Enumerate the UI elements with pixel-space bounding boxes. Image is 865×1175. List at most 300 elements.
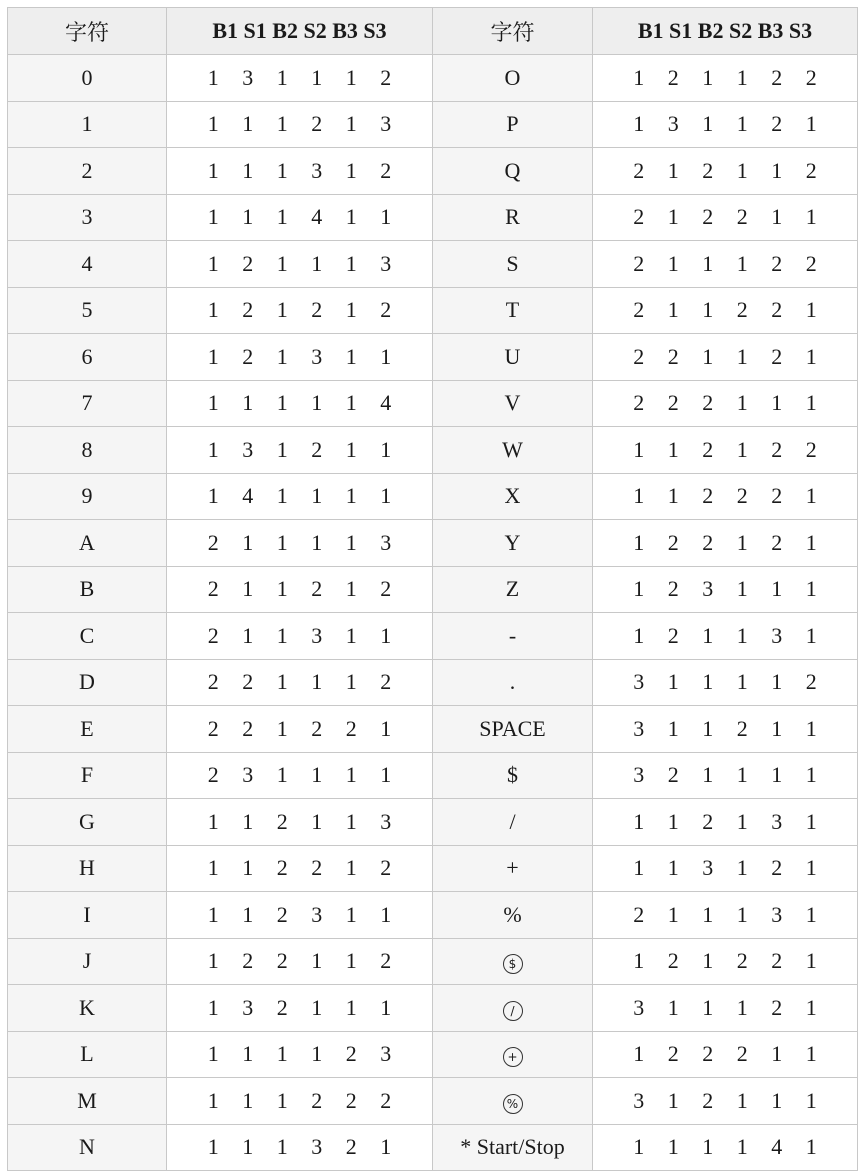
width-digits xyxy=(622,669,829,695)
code-cell-right xyxy=(593,473,858,520)
width-digits xyxy=(196,65,403,91)
width-digit: 1 xyxy=(207,1087,219,1113)
width-digit: 1 xyxy=(276,204,288,230)
width-digit: 1 xyxy=(345,948,357,974)
header-code-right: B1 S1 B2 S2 B3 S3 xyxy=(593,8,858,55)
code-cell-left xyxy=(167,706,433,753)
code-cell-left xyxy=(167,938,433,985)
width-digit: 1 xyxy=(242,1041,254,1067)
width-digit: 1 xyxy=(667,297,679,323)
circled-symbol: / xyxy=(503,1001,523,1021)
width-digit: 1 xyxy=(311,808,323,834)
char-cell-left: 9 xyxy=(8,473,167,520)
width-digit: 2 xyxy=(771,436,783,462)
width-digit: 1 xyxy=(311,483,323,509)
code-cell-right xyxy=(593,845,858,892)
code39-table-container xyxy=(7,7,858,1171)
width-digit: 1 xyxy=(207,64,219,90)
code-cell-right xyxy=(593,752,858,799)
width-digit: 2 xyxy=(771,111,783,137)
width-digit: 1 xyxy=(667,436,679,462)
code-cell-right xyxy=(593,194,858,241)
width-digit: 3 xyxy=(771,808,783,834)
width-digit: 2 xyxy=(771,855,783,881)
width-digit: 1 xyxy=(736,855,748,881)
code-cell-right xyxy=(593,1031,858,1078)
char-cell-right: / xyxy=(433,799,593,846)
width-digit: 3 xyxy=(633,994,645,1020)
char-cell-right: S xyxy=(433,241,593,288)
width-digit: 2 xyxy=(771,250,783,276)
width-digit: 2 xyxy=(276,855,288,881)
width-digits xyxy=(622,1041,829,1067)
width-digit: 2 xyxy=(667,576,679,602)
width-digit: 1 xyxy=(736,250,748,276)
code-cell-left xyxy=(167,473,433,520)
width-digit: 1 xyxy=(771,390,783,416)
char-cell-left: G xyxy=(8,799,167,846)
width-digit: 2 xyxy=(276,901,288,927)
width-digit: 1 xyxy=(311,994,323,1020)
width-digit: 3 xyxy=(380,529,392,555)
width-digit: 1 xyxy=(242,1087,254,1113)
width-digit: 2 xyxy=(633,157,645,183)
width-digit: 1 xyxy=(805,1134,817,1160)
width-digits xyxy=(622,623,829,649)
table-row xyxy=(8,938,858,985)
width-digit: 1 xyxy=(276,669,288,695)
code-cell-right xyxy=(593,985,858,1032)
width-digit: 1 xyxy=(771,1041,783,1067)
width-digits xyxy=(196,809,403,835)
circled-symbol: $ xyxy=(503,954,523,974)
width-digit: 1 xyxy=(702,762,714,788)
width-digit: 1 xyxy=(242,808,254,834)
width-digits xyxy=(622,297,829,323)
width-digit: 1 xyxy=(242,390,254,416)
width-digit: 1 xyxy=(311,669,323,695)
width-digit: 3 xyxy=(242,994,254,1020)
table-row xyxy=(8,892,858,939)
width-digit: 1 xyxy=(771,204,783,230)
width-digit: 1 xyxy=(805,808,817,834)
width-digit: 1 xyxy=(805,483,817,509)
char-cell-right: $ xyxy=(433,752,593,799)
width-digit: 1 xyxy=(276,529,288,555)
table-row xyxy=(8,1124,858,1171)
width-digit: 1 xyxy=(667,250,679,276)
width-digit: 1 xyxy=(380,483,392,509)
width-digit: 1 xyxy=(805,1087,817,1113)
width-digit: 2 xyxy=(805,669,817,695)
width-digit: 1 xyxy=(345,436,357,462)
width-digits xyxy=(622,716,829,742)
code-cell-right xyxy=(593,1124,858,1171)
width-digit: 1 xyxy=(736,64,748,90)
width-digit: 2 xyxy=(702,808,714,834)
width-digits xyxy=(622,762,829,788)
width-digit: 1 xyxy=(345,390,357,416)
table-row xyxy=(8,706,858,753)
width-digits xyxy=(196,902,403,928)
width-digit: 2 xyxy=(242,669,254,695)
width-digit: 1 xyxy=(667,808,679,834)
width-digit: 2 xyxy=(702,483,714,509)
width-digit: 3 xyxy=(702,576,714,602)
width-digit: 2 xyxy=(311,1087,323,1113)
code-cell-left xyxy=(167,101,433,148)
width-digit: 1 xyxy=(633,622,645,648)
width-digit: 1 xyxy=(702,715,714,741)
width-digit: 1 xyxy=(667,204,679,230)
width-digit: 2 xyxy=(380,669,392,695)
table-row xyxy=(8,380,858,427)
width-digit: 1 xyxy=(702,669,714,695)
code-cell-right xyxy=(593,380,858,427)
width-digit: 1 xyxy=(736,343,748,369)
char-cell-right xyxy=(433,1031,593,1078)
width-digit: 2 xyxy=(380,157,392,183)
circled-symbol: % xyxy=(503,1094,523,1114)
width-digit: 2 xyxy=(380,64,392,90)
char-cell-left: J xyxy=(8,938,167,985)
width-digit: 1 xyxy=(805,948,817,974)
width-digit: 2 xyxy=(805,436,817,462)
width-digits xyxy=(622,344,829,370)
width-digit: 1 xyxy=(633,483,645,509)
width-digit: 1 xyxy=(380,715,392,741)
char-cell-left: C xyxy=(8,613,167,660)
width-digit: 2 xyxy=(242,297,254,323)
code-cell-left xyxy=(167,148,433,195)
width-digits xyxy=(622,1088,829,1114)
width-digit: 1 xyxy=(380,343,392,369)
width-digit: 2 xyxy=(276,948,288,974)
width-digit: 1 xyxy=(345,483,357,509)
width-digit: 1 xyxy=(311,529,323,555)
width-digits xyxy=(196,530,403,556)
code-cell-right xyxy=(593,1078,858,1125)
width-digit: 1 xyxy=(667,483,679,509)
width-digit: 1 xyxy=(207,436,219,462)
width-digit: 1 xyxy=(736,436,748,462)
width-digit: 3 xyxy=(771,622,783,648)
width-digit: 1 xyxy=(805,576,817,602)
width-digits xyxy=(196,483,403,509)
width-digit: 1 xyxy=(736,669,748,695)
width-digit: 2 xyxy=(311,111,323,137)
width-digit: 2 xyxy=(633,250,645,276)
width-digit: 1 xyxy=(736,901,748,927)
width-digits xyxy=(622,995,829,1021)
width-digit: 4 xyxy=(242,483,254,509)
char-cell-right: Z xyxy=(433,566,593,613)
width-digit: 2 xyxy=(380,948,392,974)
char-cell-left: L xyxy=(8,1031,167,1078)
width-digit: 1 xyxy=(702,948,714,974)
width-digit: 1 xyxy=(702,343,714,369)
code-cell-right xyxy=(593,287,858,334)
width-digit: 2 xyxy=(633,390,645,416)
char-cell-left: H xyxy=(8,845,167,892)
width-digits xyxy=(196,437,403,463)
width-digit: 2 xyxy=(667,1041,679,1067)
code-cell-left xyxy=(167,659,433,706)
width-digit: 1 xyxy=(345,529,357,555)
width-digit: 1 xyxy=(276,436,288,462)
code-cell-left xyxy=(167,287,433,334)
width-digit: 2 xyxy=(771,297,783,323)
table-row xyxy=(8,799,858,846)
width-digit: 1 xyxy=(345,297,357,323)
width-digit: 1 xyxy=(702,901,714,927)
char-cell-right: % xyxy=(433,892,593,939)
width-digit: 1 xyxy=(380,622,392,648)
width-digits xyxy=(622,576,829,602)
code-cell-left xyxy=(167,334,433,381)
code-cell-left xyxy=(167,985,433,1032)
width-digit: 1 xyxy=(805,297,817,323)
width-digit: 1 xyxy=(276,483,288,509)
width-digit: 1 xyxy=(207,111,219,137)
width-digit: 1 xyxy=(805,762,817,788)
width-digit: 1 xyxy=(771,157,783,183)
width-digit: 1 xyxy=(345,762,357,788)
width-digits xyxy=(196,390,403,416)
code-cell-left xyxy=(167,566,433,613)
code-cell-left xyxy=(167,1124,433,1171)
width-digit: 1 xyxy=(207,157,219,183)
char-cell-left: B xyxy=(8,566,167,613)
table-row xyxy=(8,55,858,102)
code-cell-left xyxy=(167,845,433,892)
width-digit: 1 xyxy=(633,1041,645,1067)
width-digit: 2 xyxy=(667,64,679,90)
char-cell-right: R xyxy=(433,194,593,241)
width-digit: 1 xyxy=(736,762,748,788)
char-cell-left: N xyxy=(8,1124,167,1171)
width-digit: 1 xyxy=(805,529,817,555)
width-digit: 3 xyxy=(311,157,323,183)
width-digit: 1 xyxy=(633,529,645,555)
width-digit: 1 xyxy=(771,715,783,741)
width-digit: 1 xyxy=(207,343,219,369)
width-digit: 2 xyxy=(207,576,219,602)
width-digit: 3 xyxy=(633,1087,645,1113)
width-digit: 2 xyxy=(207,762,219,788)
width-digit: 2 xyxy=(633,901,645,927)
width-digit: 1 xyxy=(633,1134,645,1160)
width-digit: 1 xyxy=(242,1134,254,1160)
width-digit: 2 xyxy=(380,297,392,323)
width-digit: 1 xyxy=(345,855,357,881)
width-digit: 1 xyxy=(736,157,748,183)
width-digit: 2 xyxy=(702,529,714,555)
width-digit: 3 xyxy=(771,901,783,927)
table-row xyxy=(8,845,858,892)
width-digit: 1 xyxy=(702,994,714,1020)
width-digit: 2 xyxy=(736,204,748,230)
header-char-right: 字符 xyxy=(433,8,593,55)
table-row xyxy=(8,101,858,148)
char-cell-right xyxy=(433,938,593,985)
char-cell-left: 4 xyxy=(8,241,167,288)
width-digit: 1 xyxy=(805,111,817,137)
width-digit: 1 xyxy=(242,529,254,555)
width-digits xyxy=(622,65,829,91)
width-digit: 1 xyxy=(633,576,645,602)
width-digit: 1 xyxy=(345,204,357,230)
width-digits xyxy=(196,344,403,370)
width-digit: 1 xyxy=(242,157,254,183)
width-digit: 1 xyxy=(805,855,817,881)
width-digit: 2 xyxy=(633,204,645,230)
width-digit: 1 xyxy=(207,250,219,276)
width-digits xyxy=(622,111,829,137)
char-cell-left: K xyxy=(8,985,167,1032)
width-digit: 1 xyxy=(702,250,714,276)
width-digit: 1 xyxy=(805,622,817,648)
width-digit: 1 xyxy=(380,901,392,927)
width-digit: 1 xyxy=(667,994,679,1020)
width-digit: 2 xyxy=(311,297,323,323)
table-body xyxy=(8,55,858,1171)
code-cell-right xyxy=(593,799,858,846)
width-digit: 2 xyxy=(805,250,817,276)
width-digit: 2 xyxy=(736,483,748,509)
char-cell-left: 3 xyxy=(8,194,167,241)
width-digit: 1 xyxy=(667,901,679,927)
char-cell-right: Q xyxy=(433,148,593,195)
width-digit: 1 xyxy=(242,901,254,927)
width-digit: 3 xyxy=(667,111,679,137)
char-cell-right xyxy=(433,1078,593,1125)
width-digit: 1 xyxy=(702,1134,714,1160)
width-digit: 1 xyxy=(736,622,748,648)
width-digits xyxy=(196,204,403,230)
width-digit: 1 xyxy=(345,576,357,602)
header-char-left: 字符 xyxy=(8,8,167,55)
width-digit: 1 xyxy=(667,715,679,741)
width-digits xyxy=(622,390,829,416)
code-cell-left xyxy=(167,752,433,799)
width-digit: 4 xyxy=(311,204,323,230)
width-digit: 1 xyxy=(276,343,288,369)
code-cell-right xyxy=(593,148,858,195)
width-digit: 1 xyxy=(736,390,748,416)
width-digit: 1 xyxy=(207,855,219,881)
code-cell-left xyxy=(167,380,433,427)
char-cell-right: T xyxy=(433,287,593,334)
table-row xyxy=(8,148,858,195)
width-digit: 1 xyxy=(380,994,392,1020)
code-cell-right xyxy=(593,101,858,148)
width-digit: 1 xyxy=(311,762,323,788)
width-digit: 2 xyxy=(667,529,679,555)
width-digit: 1 xyxy=(805,994,817,1020)
width-digit: 3 xyxy=(633,715,645,741)
width-digit: 1 xyxy=(736,111,748,137)
width-digit: 1 xyxy=(276,622,288,648)
width-digit: 1 xyxy=(276,250,288,276)
char-cell-left: D xyxy=(8,659,167,706)
width-digit: 1 xyxy=(345,343,357,369)
width-digit: 1 xyxy=(633,808,645,834)
width-digit: 1 xyxy=(276,1041,288,1067)
width-digit: 1 xyxy=(771,1087,783,1113)
width-digit: 2 xyxy=(736,715,748,741)
char-cell-right: O xyxy=(433,55,593,102)
char-cell-left: E xyxy=(8,706,167,753)
width-digit: 1 xyxy=(207,297,219,323)
width-digit: 1 xyxy=(242,204,254,230)
width-digit: 1 xyxy=(345,157,357,183)
table-row xyxy=(8,427,858,474)
char-cell-left: 1 xyxy=(8,101,167,148)
code-cell-left xyxy=(167,194,433,241)
code-cell-right xyxy=(593,706,858,753)
width-digit: 1 xyxy=(771,576,783,602)
width-digits xyxy=(622,204,829,230)
width-digit: 2 xyxy=(207,622,219,648)
width-digit: 1 xyxy=(311,1041,323,1067)
width-digit: 1 xyxy=(736,1134,748,1160)
width-digit: 3 xyxy=(311,622,323,648)
char-cell-right: P xyxy=(433,101,593,148)
char-cell-right: W xyxy=(433,427,593,474)
width-digit: 1 xyxy=(345,250,357,276)
width-digit: 2 xyxy=(276,808,288,834)
width-digit: 3 xyxy=(311,901,323,927)
width-digits xyxy=(196,111,403,137)
width-digit: 4 xyxy=(771,1134,783,1160)
table-row xyxy=(8,520,858,567)
char-cell-left: A xyxy=(8,520,167,567)
width-digits xyxy=(196,762,403,788)
code-cell-left xyxy=(167,1031,433,1078)
width-digit: 2 xyxy=(242,343,254,369)
width-digit: 3 xyxy=(633,669,645,695)
table-row xyxy=(8,985,858,1032)
width-digit: 1 xyxy=(242,855,254,881)
code-cell-right xyxy=(593,566,858,613)
width-digit: 2 xyxy=(702,1041,714,1067)
width-digit: 1 xyxy=(276,111,288,137)
width-digits xyxy=(622,948,829,974)
width-digit: 2 xyxy=(311,436,323,462)
width-digit: 2 xyxy=(345,715,357,741)
width-digit: 3 xyxy=(380,1041,392,1067)
width-digit: 2 xyxy=(345,1087,357,1113)
width-digit: 1 xyxy=(805,901,817,927)
width-digit: 2 xyxy=(771,994,783,1020)
width-digit: 1 xyxy=(702,111,714,137)
width-digit: 1 xyxy=(771,762,783,788)
code-cell-left xyxy=(167,55,433,102)
width-digit: 1 xyxy=(633,855,645,881)
char-cell-right: . xyxy=(433,659,593,706)
width-digits xyxy=(196,1041,403,1067)
width-digit: 3 xyxy=(380,250,392,276)
width-digits xyxy=(196,297,403,323)
width-digit: 1 xyxy=(242,622,254,648)
width-digit: 1 xyxy=(805,343,817,369)
width-digit: 2 xyxy=(380,576,392,602)
width-digit: 2 xyxy=(771,343,783,369)
table-row xyxy=(8,194,858,241)
width-digits xyxy=(622,251,829,277)
width-digits xyxy=(196,716,403,742)
